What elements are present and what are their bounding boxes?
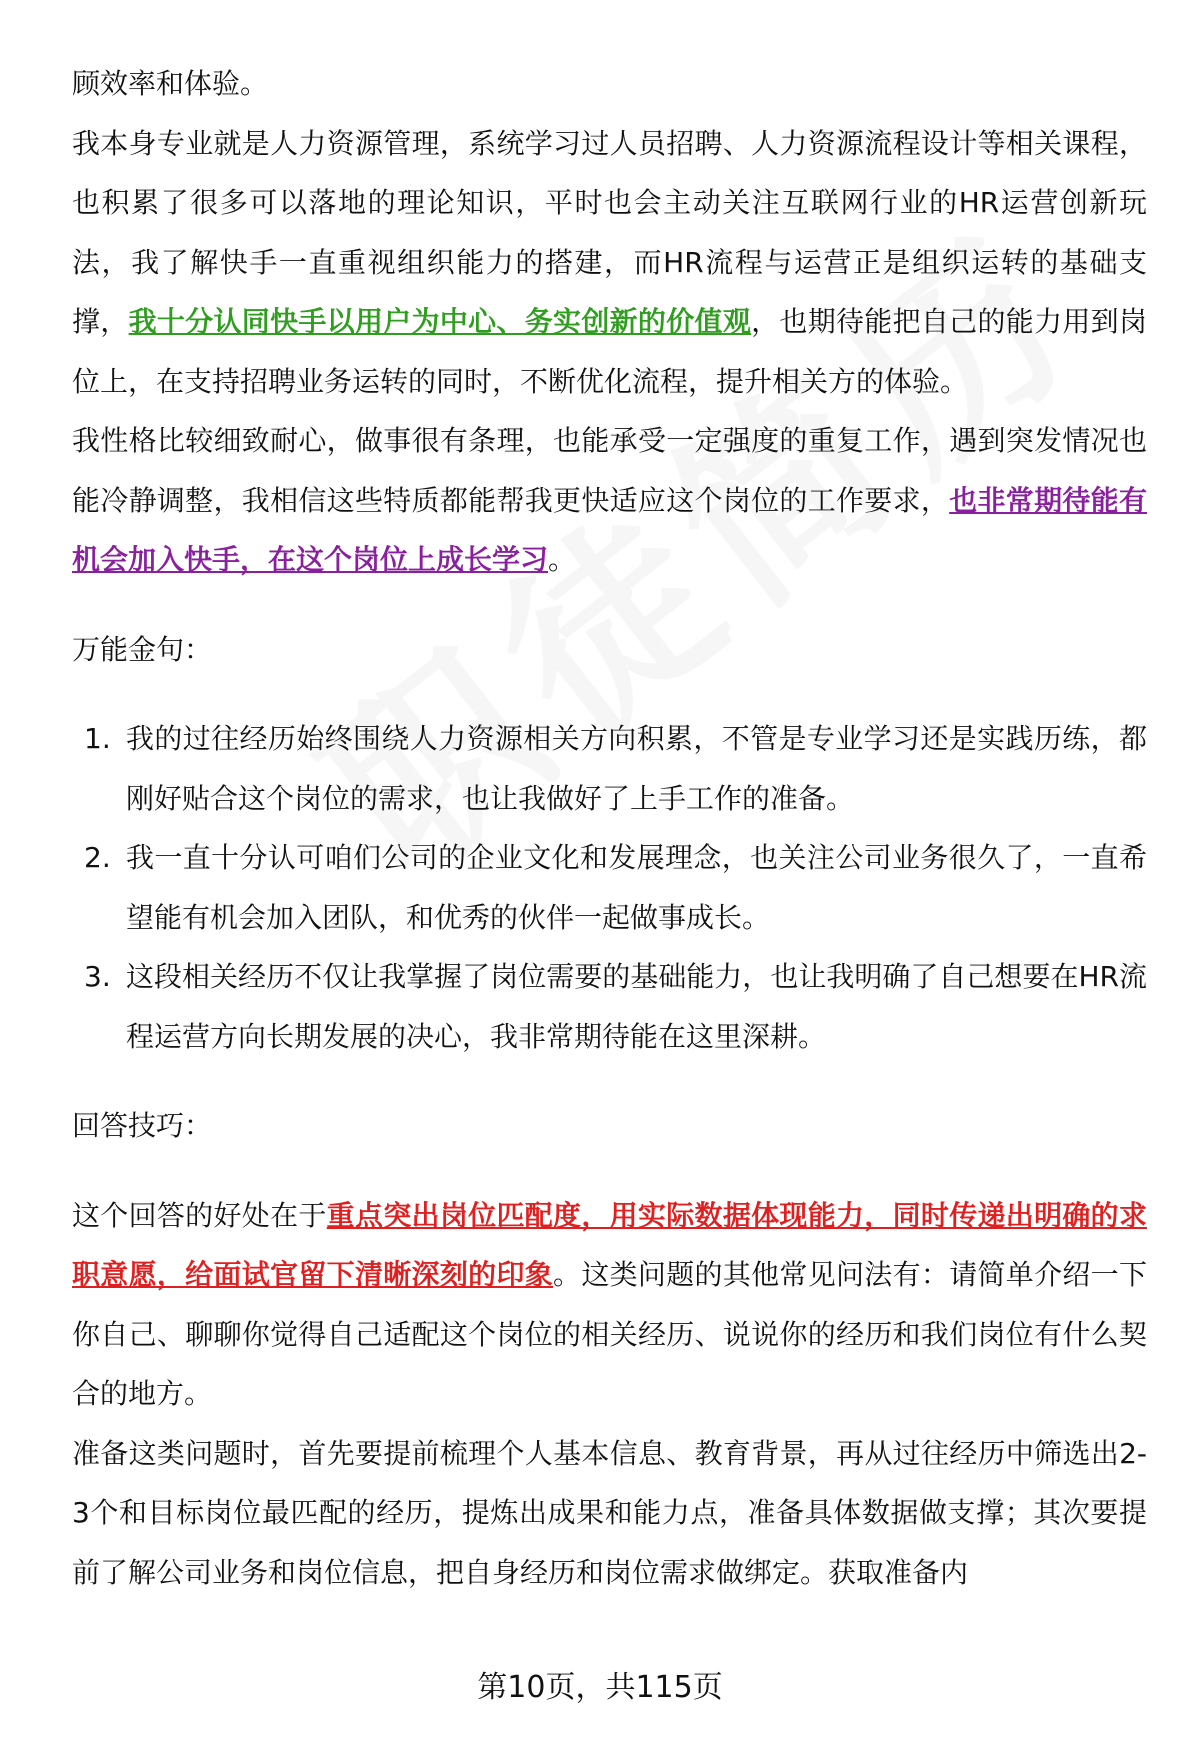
paragraph-tips-preparation — [72, 1424, 1147, 1603]
golden-sentences-heading: 万能金句： — [72, 632, 213, 666]
page-number: 第10页，共115页 — [477, 1670, 723, 1705]
list-item-text: 这段相关经历不仅让我掌握了岗位需要的基础能力，也让我明确了自己想要在HR流程运营方向长期发展的决心，我非常期待能在这里深耕。 — [126, 960, 1147, 1053]
paragraph-text: 我本身专业就是人力资源管理，系统学习过人员招聘、人力资源流程设计等相关课程，也积累了很多可以落地的理论知识，平时也会主动关注互联网行业的HR运营创新玩法，我了解快手一直重视组织能力的搭建，而HR流程与运营正是组织运转的基础支撑， — [72, 126, 1147, 338]
paragraph-text: 这个回答的好处在于 — [72, 1198, 327, 1232]
page-content — [72, 54, 1147, 1602]
spacer — [72, 1156, 1147, 1186]
list-item-text: 我的过往经历始终围绕人力资源相关方向积累，不管是专业学习还是实践历练，都刚好贴合这个岗位的需求，也让我做好了上手工作的准备。 — [126, 722, 1147, 815]
spacer — [72, 679, 1147, 709]
list-item — [72, 709, 1147, 828]
list-item — [72, 947, 1147, 1066]
paragraph-tips-benefit — [72, 1186, 1147, 1424]
purple-highlight: 也非常期待能有机会加入快手，在这个岗位上成长学习 — [72, 483, 1147, 576]
paragraph-personality — [72, 411, 1147, 590]
list-number: 3. — [84, 960, 111, 993]
red-highlight: 重点突出岗位匹配度，用实际数据体现能力，同时传递出明确的求职意愿，给面试官留下清晰深刻的印象 — [72, 1198, 1147, 1291]
spacer — [72, 1066, 1147, 1096]
list-item-text: 我一直十分认可咱们公司的企业文化和发展理念，也关注公司业务很久了，一直希望能有机会加入团队，和优秀的伙伴一起做事成长。 — [126, 841, 1147, 934]
paragraph-text: 准备这类问题时，首先要提前梳理个人基本信息、教育背景，再从过往经历中筛选出2-3个和目标岗位最匹配的经历，提炼出成果和能力点，准备具体数据做支撑；其次要提前了解公司业务和岗位信息，把自身经历和岗位需求做绑定。获取准备内 — [72, 1436, 1147, 1589]
golden-sentences-list — [72, 709, 1147, 1066]
list-number: 2. — [84, 841, 111, 874]
green-highlight: 我十分认同快手以用户为中心、务实创新的价值观 — [128, 305, 752, 338]
paragraph-intro-tail — [72, 54, 1147, 114]
list-item — [72, 828, 1147, 947]
paragraph-major — [72, 114, 1147, 412]
paragraph-text: 。这类问题的其他常见问法有：请简单介绍一下你自己、聊聊你觉得自己适配这个岗位的相关经历、说说你的经历和我们岗位有什么契合的地方。 — [72, 1258, 1147, 1410]
spacer — [72, 590, 1147, 620]
paragraph-text: ，也期待能把自己的能力用到岗位上，在支持招聘业务运转的同时，不断优化流程，提升相关方的体验。 — [72, 305, 1147, 398]
tips-heading: 回答技巧： — [72, 1109, 213, 1142]
paragraph-text: 顾效率和体验。 — [72, 67, 269, 100]
paragraph-text: 我性格比较细致耐心，做事很有条理，也能承受一定强度的重复工作，遇到突发情况也能冷静调整，我相信这些特质都能帮我更快适应这个岗位的工作要求， — [72, 424, 1147, 517]
list-number: 1. — [84, 722, 111, 755]
paragraph-text: 。 — [548, 543, 577, 576]
